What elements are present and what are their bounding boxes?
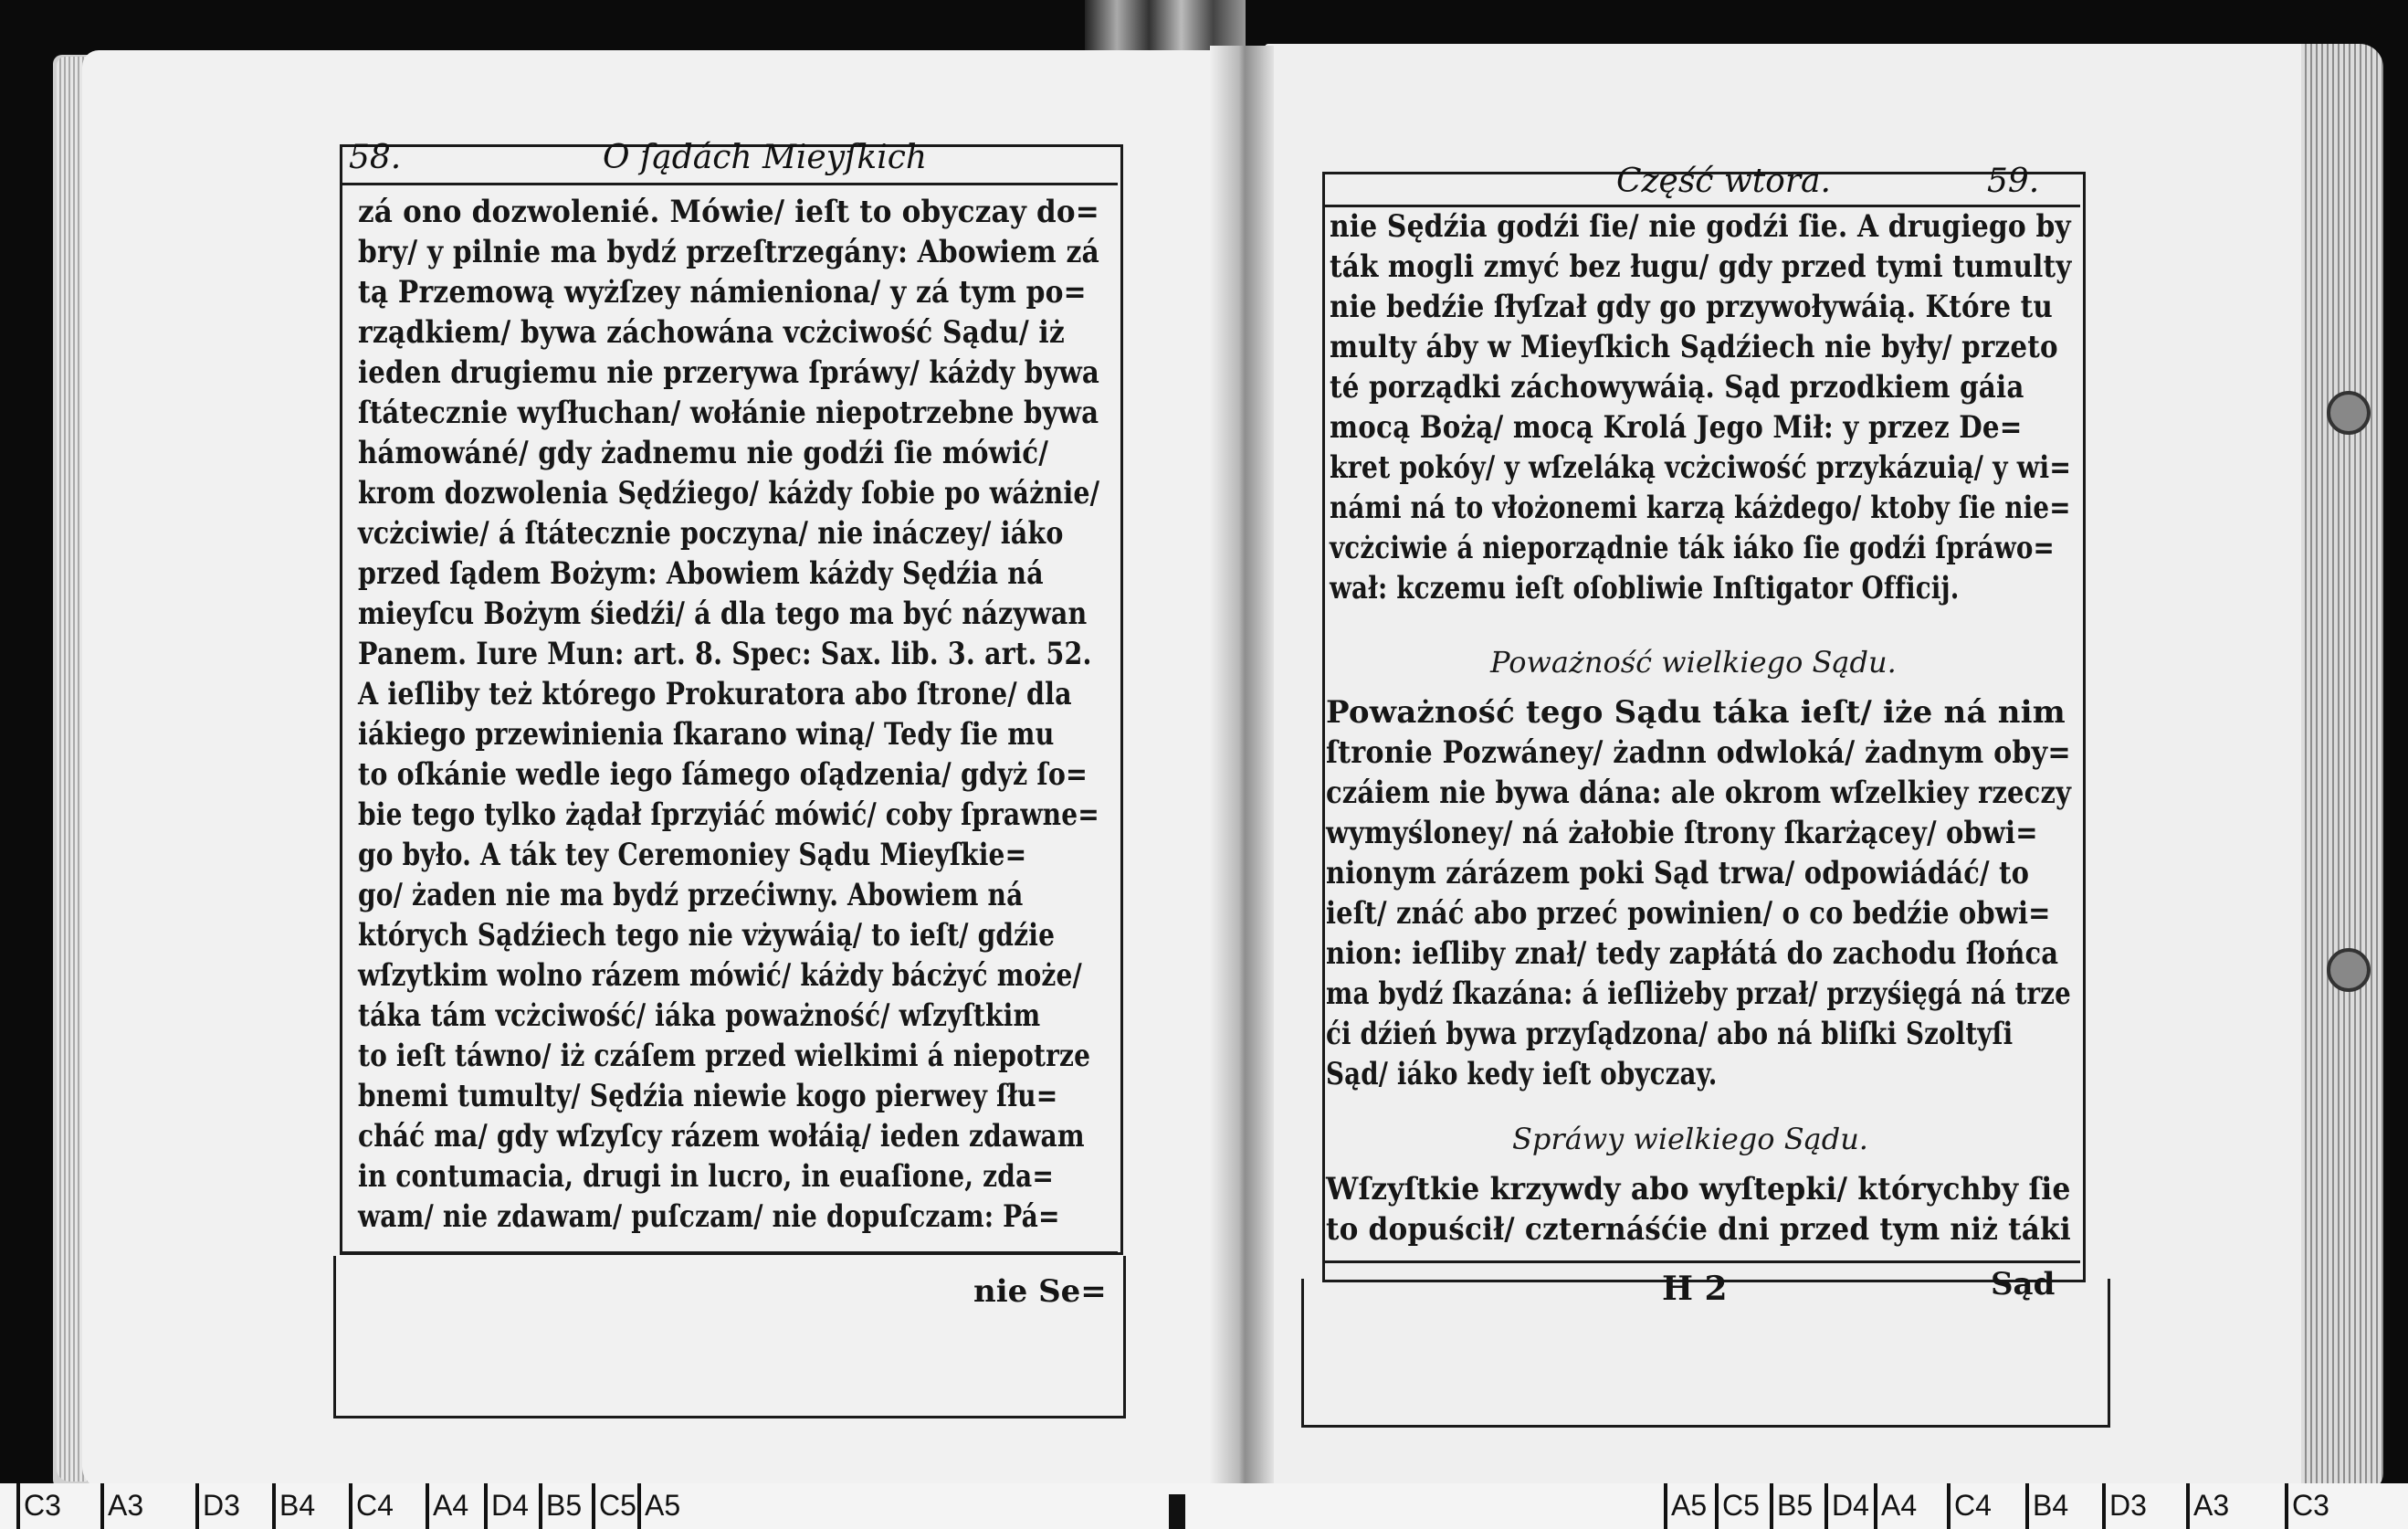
ruler-label: B5 (546, 1489, 583, 1522)
ruler-tick (1770, 1483, 1773, 1529)
ruler-tick (1824, 1483, 1828, 1529)
text-line: ieden drugiemu nie przerywa ſpráwy/ káżdy bywa (358, 354, 1100, 391)
ruler-label: A4 (433, 1489, 469, 1522)
left-body-text (358, 192, 1257, 1237)
ruler-tick (16, 1483, 20, 1529)
section-title-powaznosc: Poważność wielkiego Sądu. (1490, 645, 1897, 680)
text-line: go było. A ták tey Ceremoniey Sądu Mieyſkie= (358, 837, 1027, 873)
text-line: té porządki záchowywáią. Sąd przodkiem gáia (1330, 369, 2024, 406)
text-line: mocą Bożą/ mocą Krolá Jego Mił: y przez De= (1330, 409, 2023, 446)
text-line: Poważność tego Sądu táka ieſt/ iże ná nim (1326, 694, 2066, 731)
ruler-tick (349, 1483, 352, 1529)
ruler-tick (426, 1483, 429, 1529)
ruler-tick (1715, 1483, 1719, 1529)
ruler-tick (2102, 1483, 2106, 1529)
ruler-label: C4 (356, 1489, 394, 1522)
right-page-stack (2301, 44, 2383, 1492)
text-line: kret pokóy/ y wſzeláką vcżciwość przykázuią/ y wi= (1330, 449, 2072, 486)
text-line: krom dozwolenia Sędźiego/ káżdy ſobie po wáżnie/ (358, 475, 1100, 511)
text-line: námi ná to vłożonemi karzą káżdego/ ktoby ſie nie= (1330, 490, 2071, 526)
left-footer-rule (340, 1251, 1118, 1254)
ruler-tick (2285, 1483, 2288, 1529)
ruler-label: D4 (1832, 1489, 1869, 1522)
ruler-center-mark (1169, 1494, 1185, 1529)
text-line: wſzytkim wolno rázem mówić/ káżdy bácżyć może/ (358, 957, 1082, 994)
text-line: czáiem nie bywa dána: ale okrom wſzelkiey rzeczy (1326, 775, 2072, 811)
ruler-tick (2186, 1483, 2190, 1529)
ruler-tick (1874, 1483, 1877, 1529)
text-line: vcżciwie/ á ſtátecznie poczyna/ nie ináczey/ iáko (358, 515, 1064, 552)
ruler-tick (1664, 1483, 1667, 1529)
text-line: ma bydź ſkazána: á ieſliżeby przał/ przyśięgá ná trze (1326, 975, 2071, 1012)
text-line: bie tego tylko żądał ſprzyiáć mówić/ coby ſprawne= (358, 796, 1099, 833)
right-body-text-bottom (1326, 1169, 2140, 1250)
text-line: nion: ieſliby znał/ tedy zapłátá do zachodu ſłońca (1326, 935, 2059, 972)
text-line: to oſkánie wedle iego ſámego oſądzenia/ gdyż ſo= (358, 756, 1088, 793)
text-line: rządkiem/ bywa záchowána vcżciwość Sądu/ iż (358, 314, 1065, 351)
ruler-label: C5 (599, 1489, 636, 1522)
ruler-label: A5 (645, 1489, 681, 1522)
text-line: táka tám vcżciwość/ iáka poważność/ wſzyſtkim (358, 997, 1041, 1034)
text-line: wam/ nie zdawam/ puſczam/ nie dopuſczam: Pá= (358, 1198, 1060, 1235)
text-line: mieyſcu Bożym śiedźi/ á dla tego ma być názywan (358, 596, 1088, 632)
text-line: tą Przemową wyżſzey námieniona/ y zá tym po= (358, 274, 1087, 311)
text-line: ſtronie Pozwáney/ żadnn odwloká/ żadnym oby= (1326, 734, 2071, 771)
text-line: hámowáné/ gdy żadnemu nie godźi ſie mówić/ (358, 435, 1049, 471)
right-body-text-top (1330, 206, 2238, 608)
text-line: multy áby w Mieyſkich Sądźiech nie były/ przeto (1330, 329, 2058, 365)
ruler-label: B4 (279, 1489, 316, 1522)
text-line: in contumacia, drugi in lucro, in euaſione, zda= (358, 1158, 1055, 1195)
ruler-tick (1947, 1483, 1951, 1529)
text-line: bry/ y pilnie ma bydź przeſtrzegány: Abowiem zá (358, 234, 1099, 270)
left-header-rule (340, 183, 1118, 185)
text-line: zá ono dozwolenié. Mówie/ ieſt to obyczay do= (358, 194, 1100, 230)
text-line: wymyśloney/ ná żałobie ſtrony ſkarżącey/ obwi= (1326, 815, 2038, 851)
ruler-tick (484, 1483, 488, 1529)
text-line: to dopuścił/ czternáśćie dni przed tym niż táki (1326, 1211, 2071, 1248)
text-line: ſtátecznie wyſłuchan/ wołánie niepotrzebne bywa (358, 395, 1099, 431)
text-line: których Sądźiech tego nie vżywáią/ to ieſt/ gdźie (358, 917, 1056, 954)
ruler-tick (195, 1483, 199, 1529)
ruler-label: A3 (108, 1489, 144, 1522)
ruler-tick (100, 1483, 104, 1529)
text-line: nionym zárázem poki Sąd trwa/ odpowiádáć/ to (1326, 855, 2030, 891)
ruler-label: C5 (1722, 1489, 1760, 1522)
left-catchword: nie Se= (973, 1273, 1107, 1310)
text-line: to ieſt táwno/ iż czáſem przed wielkimi á niepotrze (358, 1038, 1091, 1074)
ruler-label: D3 (203, 1489, 240, 1522)
left-running-head: O ſądách Mieyſkich (603, 139, 928, 176)
text-line: ták mogli zmyć bez ługu/ gdy przed tymi tumulty (1330, 248, 2072, 285)
text-line: ći dźień bywa przyſądzona/ abo ná bliſki Szoltyſi (1326, 1016, 2014, 1052)
text-line: ieſt/ znáć abo przeć powinien/ o co bedźie obwi= (1326, 895, 2051, 932)
text-line: wał: kczemu ieſt oſobliwie Inſtigator Officij. (1330, 570, 1960, 606)
ruler-tick (539, 1483, 542, 1529)
ruler-tick (637, 1483, 641, 1529)
ruler-label: A5 (1671, 1489, 1708, 1522)
right-page-number: 59. (1987, 163, 2040, 200)
right-body-text-mid (1326, 692, 2241, 1094)
text-line: Sąd/ iáko kedy ieſt obyczay. (1326, 1056, 1718, 1092)
signature-mark: H 2 (1662, 1270, 1728, 1308)
section-title-sprawy: Spráwy wielkiego Sądu. (1512, 1122, 1868, 1156)
text-line: vcżciwie á nieporządnie ták iáko ſie godźi ſpráwo= (1330, 530, 2055, 566)
right-running-head: Część wtora. (1616, 163, 1831, 200)
ruler-label: C3 (24, 1489, 61, 1522)
text-line: A ieſliby też którego Prokuratora abo ſtrone/ dla (358, 676, 1072, 712)
ruler-label: B5 (1777, 1489, 1814, 1522)
text-line: bnemi tumulty/ Sędźia niewie kogo pierwey ſłu= (358, 1078, 1058, 1114)
text-line: nie bedźie ſłyſzał gdy go przywoływáią. Które tu (1330, 289, 2053, 325)
text-line: cháć ma/ gdy wſzyſcy rázem wołáią/ ieden zdawam (358, 1118, 1085, 1155)
right-footer-rule (1322, 1260, 2080, 1263)
ruler-label: C3 (2292, 1489, 2329, 1522)
ruler-label: A4 (1881, 1489, 1918, 1522)
text-line: Wſzyſtkie krzywdy abo wyſtepki/ którychby ſie (1326, 1171, 2071, 1207)
ruler-tick (592, 1483, 595, 1529)
ruler-label: A3 (2193, 1489, 2230, 1522)
ruler-label: D4 (491, 1489, 529, 1522)
ruler-tick (272, 1483, 276, 1529)
text-line: Panem. Iure Mun: art. 8. Spec: Sax. lib. 3. art. 52. (358, 636, 1092, 672)
right-catchword: Sąd (1991, 1266, 2056, 1302)
ruler-label: C4 (1954, 1489, 1992, 1522)
ruler-label: B4 (2033, 1489, 2069, 1522)
text-line: go/ żaden nie ma bydź przećiwny. Abowiem ná (358, 877, 1024, 913)
text-line: iákiego przewinienia ſkarano winą/ Tedy ſie mu (358, 716, 1055, 753)
text-line: nie Sędźia godźi ſie/ nie godźi ſie. A drugiego by (1330, 208, 2071, 245)
ruler-tick (2025, 1483, 2029, 1529)
ruler-label: D3 (2109, 1489, 2147, 1522)
left-page-number: 58. (349, 139, 402, 176)
binding-hole-bottom (2327, 948, 2371, 992)
binding-hole-top (2327, 391, 2371, 435)
text-line: przed ſądem Bożym: Abowiem káżdy Sędźia ná (358, 555, 1044, 592)
